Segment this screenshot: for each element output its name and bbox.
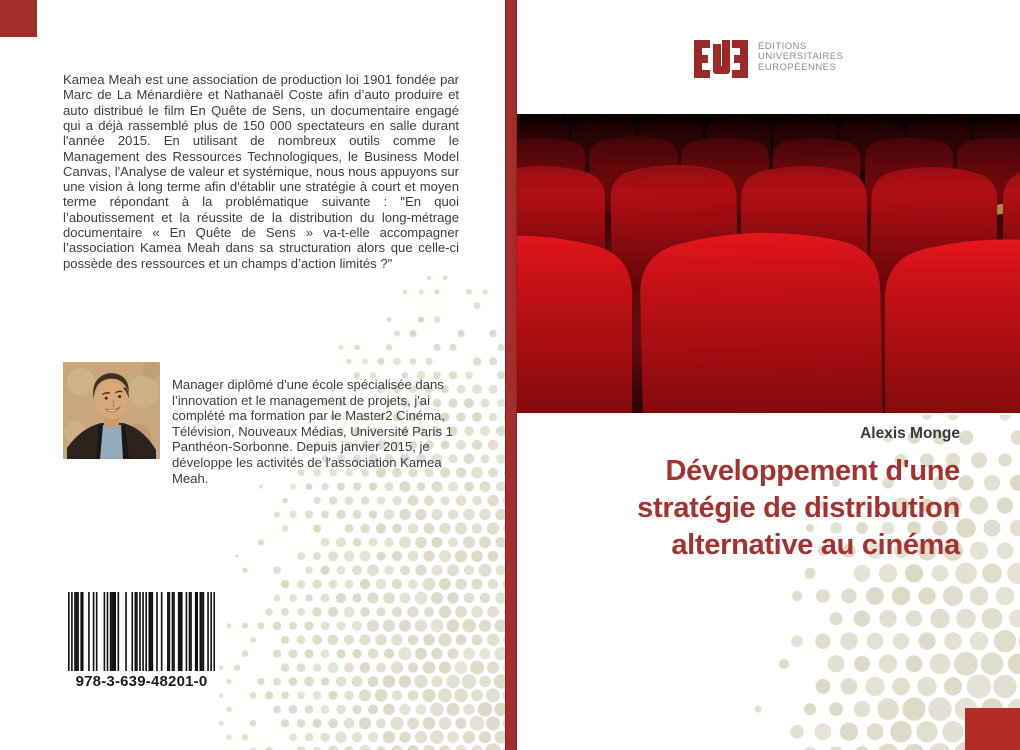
book-title-line: Développement d'une (665, 455, 960, 487)
isbn-number: 978-3-639-48201-0 (75, 673, 208, 690)
author-portrait-photo (63, 362, 160, 459)
publisher-name-line: ÉDITIONS (758, 41, 807, 52)
cinema-seats-photo (517, 114, 1020, 413)
front-cover-corner-accent (965, 708, 1020, 750)
barcode-image (68, 592, 215, 671)
book-title-line: alternative au cinéma (671, 529, 960, 561)
book-spine (505, 0, 517, 750)
barcode-block (68, 592, 215, 690)
halftone-dots-pattern-back (205, 250, 505, 750)
author-bio: Manager diplômé d'une école spécialisée dans l’innovation et le management de projets, j'ai complété ma formation par le Master2 Cinéma, Télévision, Nouveaux Médias, Université Paris 1 Panthéon-Sorbonne. Depuis janvier 2015, je développe les activités de l'association Kamea Meah. (172, 377, 453, 486)
author-name: Alexis Monge (860, 425, 960, 442)
publisher-name-line: UNIVERSITAIRES (758, 51, 844, 63)
back-cover-description: Kamea Meah est une association de production loi 1901 fondée par Marc de La Ménardière et Nathanaël Coste afin d’auto produire et auto distribué le film En Quête de Sens, un documentaire engagé qui a déjà rassemblé plus de 150 000 spectateurs en salle durant l'année 2015. En utilisant de nombreux outils comme le Management des Ressources Technologiques, le Business Model Canvas, l'Analyse de valeur et systémique, nous nous appuyons sur une vision à long terme afin d'établir une stratégie à court et moyen terme répondant à la problématique suivante : "En quoi l’aboutissement et la réussite de la distribution du long-métrage documentaire « En Quête de Sens » va-t-elle accompagner l’association Kamea Meah dans sa structuration alors que celle-ci possède des ressources et un champs d’action limités ?" (63, 72, 459, 271)
publisher-logo-mark-icon (694, 40, 748, 78)
back-cover-corner-accent (0, 0, 37, 37)
publisher-name-line: EUROPÉENNES (758, 61, 837, 73)
book-title-line: stratégie de distribution (637, 492, 960, 524)
publisher-name (758, 42, 843, 73)
book-title (525, 453, 960, 564)
